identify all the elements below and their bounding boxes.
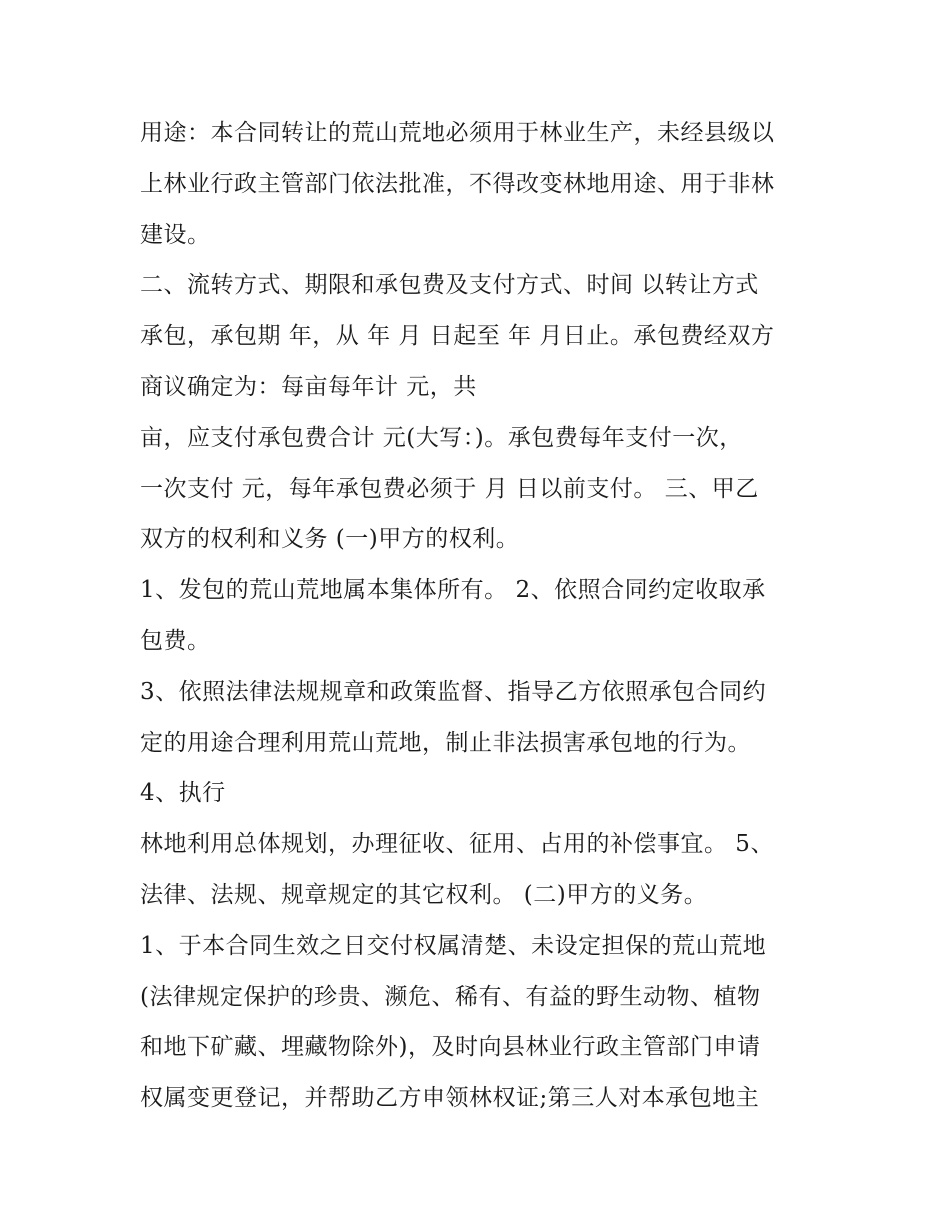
text-line: 上林业行政主管部门依法批准，不得改变林地用途、用于非林 xyxy=(140,170,775,197)
contract-text xyxy=(140,108,830,1124)
text-line: 定的用途合理利用荒山荒地，制止非法损害承包地的行为。 xyxy=(140,729,751,756)
text-line: 商议确定为：每亩每年计 元，共 xyxy=(140,373,477,400)
text-line: 和地下矿藏、埋藏物除外)，及时向县林业行政主管部门申请 xyxy=(140,1034,761,1061)
text-line: 双方的权利和义务 (一)甲方的权利。 xyxy=(140,526,520,553)
text-line: 用途：本合同转让的荒山荒地必须用于林业生产，未经县级以 xyxy=(140,120,775,146)
text-line: 建设。 xyxy=(140,221,211,248)
text-line: 林地利用总体规划，办理征收、征用、占用的补偿事宜。 5、 xyxy=(140,831,774,858)
text-line: (法律规定保护的珍贵、濒危、稀有、有益的野生动物、植物 xyxy=(140,983,761,1010)
text-line: 承包，承包期 年，从 年 月 日起至 年 月日止。承包费经双方 xyxy=(140,323,775,350)
text-line: 4、执行 xyxy=(140,780,226,807)
text-line: 法律、法规、规章规定的其它权利。 (二)甲方的义务。 xyxy=(140,881,708,908)
text-line: 二、流转方式、期限和承包费及支付方式、时间 以转让方式 xyxy=(140,272,759,299)
text-line: 亩，应支付承包费合计 元(大写：)。承包费每年支付一次， xyxy=(140,424,743,451)
text-line: 包费。 xyxy=(140,627,211,654)
text-line: 1、于本合同生效之日交付权属清楚、未设定担保的荒山荒地 xyxy=(140,932,767,959)
text-line: 3、依照法律法规规章和政策监督、指导乙方依照承包合同约 xyxy=(140,678,767,705)
text-line: 1、发包的荒山荒地属本集体所有。 2、依照合同约定收取承 xyxy=(140,577,766,604)
text-line: 一次支付 元，每年承包费必须于 月 日以前支付。 三、甲乙 xyxy=(140,475,759,502)
text-line: 权属变更登记，并帮助乙方申领林权证;第三人对本承包地主 xyxy=(140,1085,760,1112)
